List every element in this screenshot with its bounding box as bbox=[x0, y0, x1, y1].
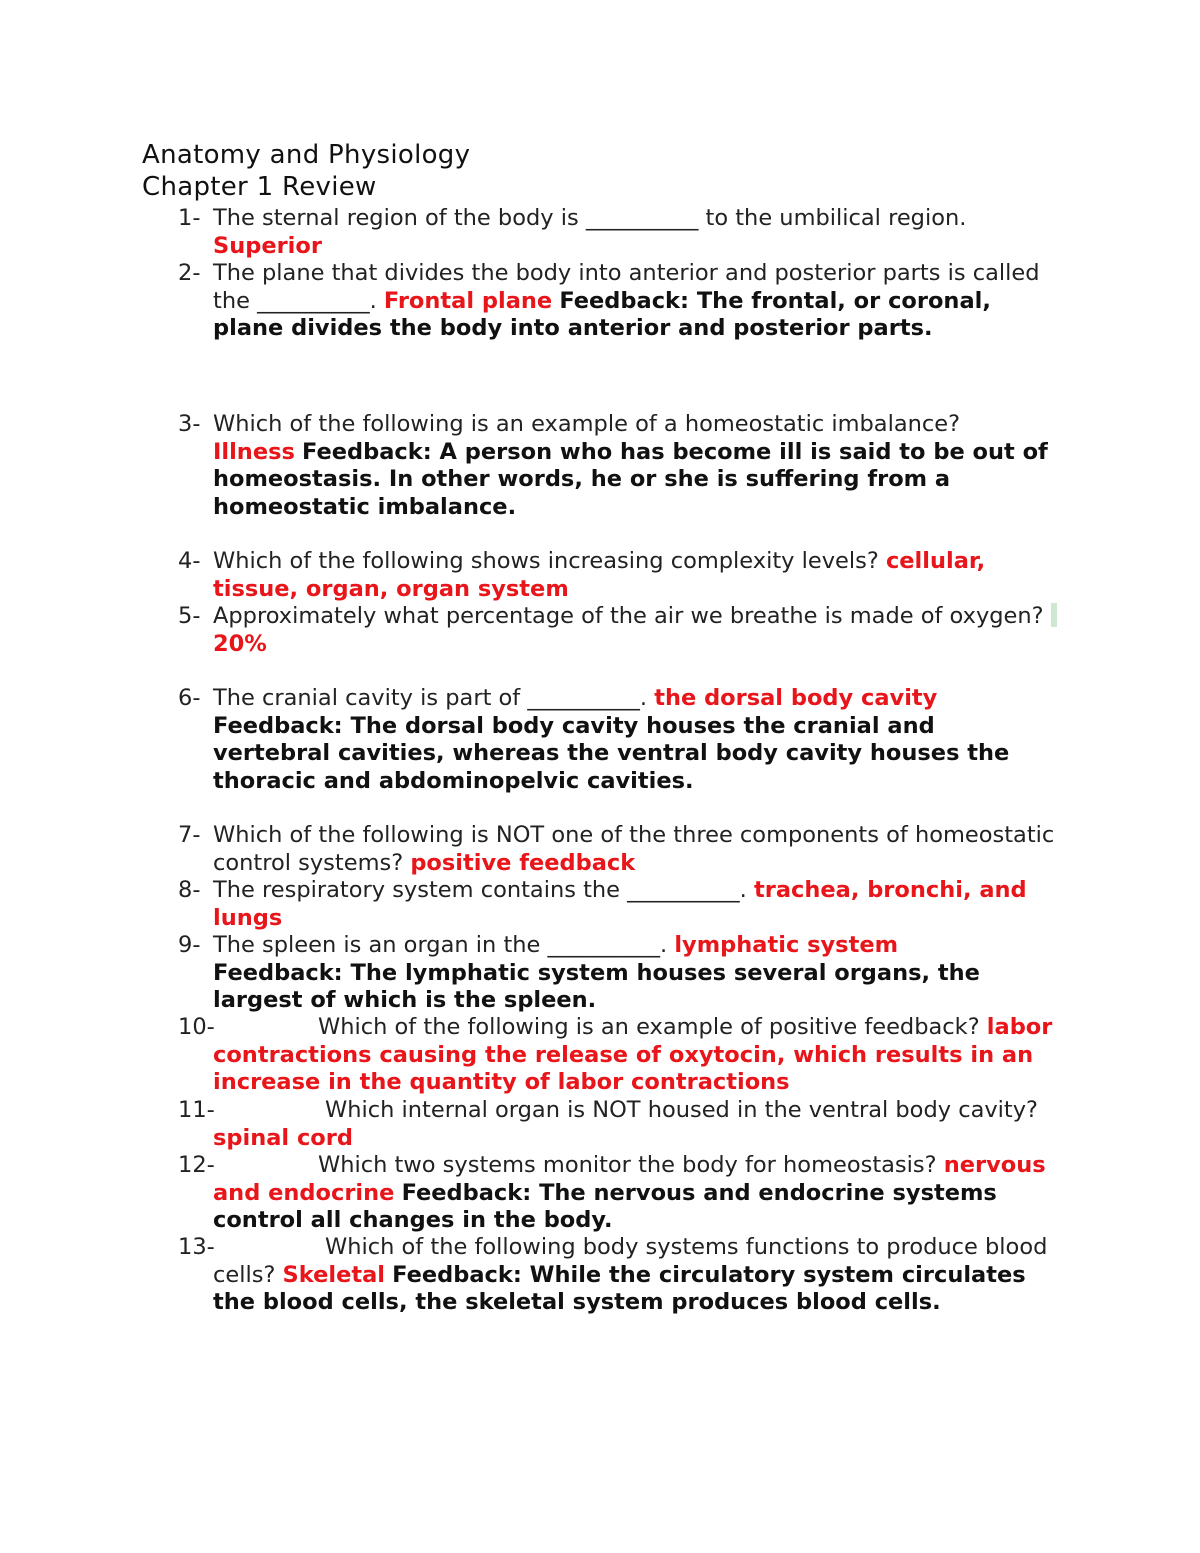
question-item bbox=[178, 411, 1058, 521]
question-answer: nervous and endocrine bbox=[213, 1152, 1046, 1206]
document-subtitle: Chapter 1 Review bbox=[142, 172, 377, 202]
question-feedback: Feedback: The dorsal body cavity houses the cranial and vertebral cavities, whereas the ventral body cavity houses the thoracic and abdominopelvic cavities. bbox=[213, 712, 1010, 794]
question-prompt: Which two systems monitor the body for homeostasis? bbox=[318, 1152, 937, 1178]
question-answer: trachea, bronchi, and lungs bbox=[213, 877, 1027, 931]
question-number: 3- bbox=[178, 411, 201, 437]
question-number: 11- bbox=[178, 1097, 215, 1123]
question-number: 5- bbox=[178, 603, 201, 629]
question-feedback: Feedback: The frontal, or coronal, plane divides the body into anterior and posterior parts. bbox=[213, 287, 991, 341]
question-number: 7- bbox=[178, 822, 201, 848]
question-answer: spinal cord bbox=[213, 1124, 353, 1151]
question-answer: cellular, tissue, organ, organ system bbox=[213, 548, 986, 602]
question-item bbox=[178, 260, 1058, 343]
question-item bbox=[178, 822, 1058, 877]
question-prompt: Which of the following body systems functions to produce blood cells? bbox=[213, 1234, 1048, 1288]
question-prompt: The spleen is an organ in the __________. bbox=[213, 932, 668, 958]
question-answer: Illness bbox=[213, 438, 295, 465]
question-number: 6- bbox=[178, 685, 201, 711]
question-item bbox=[178, 1097, 1058, 1152]
question-item bbox=[178, 1234, 1058, 1317]
question-number: 10- bbox=[178, 1014, 215, 1040]
question-prompt: The sternal region of the body is __________ to the umbilical region. bbox=[213, 205, 967, 231]
question-answer: 20% bbox=[213, 630, 267, 657]
question-prompt: Approximately what percentage of the air we breathe is made of oxygen? bbox=[213, 603, 1044, 629]
question-number: 9- bbox=[178, 932, 201, 958]
question-answer: Superior bbox=[213, 232, 322, 259]
highlight-mark bbox=[1051, 603, 1057, 627]
question-number: 13- bbox=[178, 1234, 215, 1260]
question-item bbox=[178, 932, 1058, 1015]
question-answer: the dorsal body cavity bbox=[654, 685, 938, 711]
question-feedback: Feedback: The nervous and endocrine systems control all changes in the body. bbox=[213, 1179, 997, 1233]
question-item bbox=[178, 1014, 1058, 1097]
question-feedback: Feedback: The lymphatic system houses several organs, the largest of which is the spleen. bbox=[213, 959, 980, 1013]
question-number: 1- bbox=[178, 205, 201, 231]
question-item bbox=[178, 205, 1058, 260]
question-answer: positive feedback bbox=[410, 849, 636, 876]
question-number: 12- bbox=[178, 1152, 215, 1178]
question-answer: Frontal plane bbox=[383, 287, 553, 314]
question-number: 2- bbox=[178, 260, 201, 286]
question-prompt: The cranial cavity is part of __________. bbox=[213, 685, 648, 711]
question-item bbox=[178, 603, 1058, 658]
question-feedback: Feedback: While the circulatory system circulates the blood cells, the skeletal system produces blood cells. bbox=[213, 1261, 1026, 1315]
question-prompt: Which of the following shows increasing complexity levels? bbox=[213, 548, 879, 574]
question-item bbox=[178, 1152, 1058, 1235]
question-item bbox=[178, 877, 1058, 932]
question-prompt: Which of the following is NOT one of the three components of homeostatic control systems? bbox=[213, 822, 1055, 876]
question-answer: Skeletal bbox=[282, 1261, 385, 1288]
question-feedback: Feedback: A person who has become ill is said to be out of homeostasis. In other words, he or she is suffering from a homeostatic imbalance. bbox=[213, 438, 1048, 520]
question-prompt: The plane that divides the body into anterior and posterior parts is called the __________. bbox=[213, 260, 1040, 314]
question-prompt: The respiratory system contains the __________. bbox=[213, 877, 747, 903]
question-number: 4- bbox=[178, 548, 201, 574]
question-item bbox=[178, 548, 1058, 603]
question-number: 8- bbox=[178, 877, 201, 903]
question-prompt: Which of the following is an example of positive feedback? bbox=[318, 1014, 980, 1040]
question-prompt: Which of the following is an example of a homeostatic imbalance? bbox=[213, 411, 961, 437]
question-prompt: Which internal organ is NOT housed in the ventral body cavity? bbox=[325, 1097, 1039, 1123]
question-answer: labor contractions causing the release of oxytocin, which results in an increase in the quantity of labor contractions bbox=[213, 1014, 1053, 1095]
document-title: Anatomy and Physiology bbox=[142, 140, 471, 170]
question-item bbox=[178, 685, 1058, 795]
question-answer: lymphatic system bbox=[674, 932, 899, 958]
